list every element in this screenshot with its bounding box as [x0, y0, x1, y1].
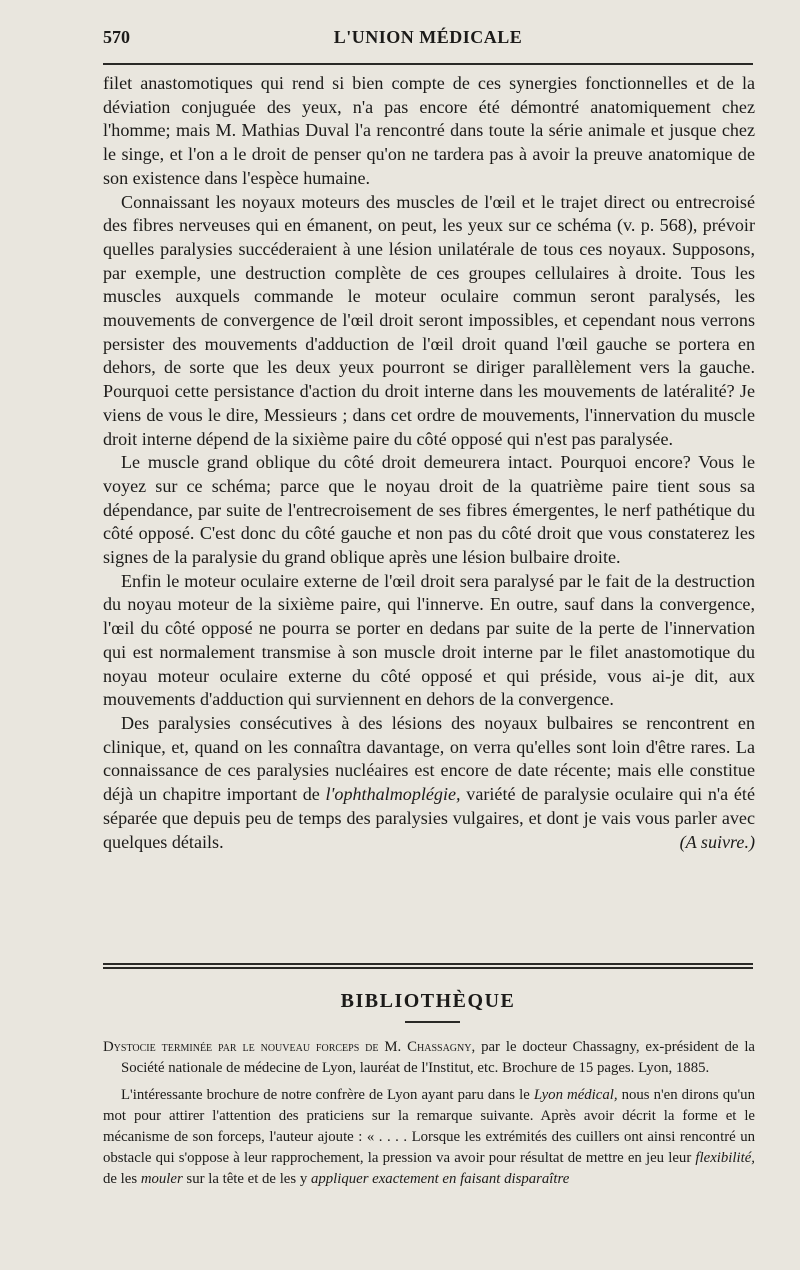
book-details: par le docteur Chassagny, ex-président de la Société nationale de médecine de Lyon, lauréat de l'Institut, etc. Brochure de 15 pages. Lyon, 1885.	[121, 1039, 755, 1076]
heading-short-rule	[405, 1021, 460, 1023]
to-be-continued: (A suivre.)	[679, 831, 755, 852]
review-segment: L'intéressante brochure de notre confrère de Lyon ayant paru dans le	[121, 1087, 534, 1103]
paragraph-5-part-2: variété de paralysie oculaire qui n'a été séparée que depuis peu de temps des paralysies vulgaires, et dont je vais vous parler avec quelques détails.	[103, 784, 755, 852]
review-segment: de les	[103, 1171, 141, 1187]
running-title: L'UNION MÉDICALE	[333, 27, 523, 47]
page-number: 570	[103, 27, 130, 47]
book-entry	[103, 1037, 755, 1079]
review-segment: appliquer exactement en faisant disparaître	[310, 1171, 570, 1187]
bibliotheque-heading: BIBLIOTHÈQUE	[340, 990, 516, 1012]
book-review	[103, 1085, 755, 1190]
paragraph-5-part-1: Des paralysies consécutives à des lésions des noyaux bulbaires se rencontrent en clinique, et, quand on les connaîtra davantage, on verra qu'elles sont loin d'être rares. La connaissance de ces paralysies nucléaires est encore de date récente; mais elle constitue déjà un chapitre important de	[103, 712, 755, 805]
paragraph-5	[103, 712, 755, 854]
ophthalmoplegie-term: l'ophthalmoplégie,	[325, 784, 461, 805]
page-header	[103, 27, 753, 51]
book-title: Dystocie terminée par le nouveau forceps de M. Chassagny,	[103, 1039, 476, 1055]
paragraph-1: filet anastomotiques qui rend si bien compte de ces synergies fonctionnelles et de la déviation conjuguée des yeux, n'a pas encore été démontré anatomiquement chez l'homme; mais M. Mathias Duval l'a rencontré dans toute la série animale et jusque chez le singe, et l'on a le droit de penser qu'on ne tardera pas à avoir la preuve anatomique de son existence dans l'espèce humaine.	[103, 73, 755, 188]
review-segment: mouler	[140, 1171, 183, 1187]
review-segment: flexibilité,	[695, 1150, 755, 1166]
review-segment: nous n'en dirons qu'un mot pour attirer l'attention des praticiens sur la remarque suivante. Après avoir décrit la forme et le mécanisme de son forceps, l'auteur ajoute : « . . . . Lorsque les extrémités des cuillers ont ainsi rencontré un obstacle qui s'oppose à leur rapprochement, la pression va avoir pour résultat de mettre en jeu leur	[103, 1087, 755, 1166]
review-segment: sur la tête et de les y	[182, 1171, 311, 1187]
section-double-rule	[103, 963, 753, 969]
review-segment: Lyon médical,	[533, 1087, 618, 1103]
paragraph-3: Le muscle grand oblique du côté droit demeurera intact. Pourquoi encore? Vous le voyez sur ce schéma; parce que le noyau droit de la quatrième paire tient sous sa dépendance, par suite de l'entrecroisement de ses fibres émergentes, le nerf pathétique du côté opposé. C'est donc du côté gauche et non pas du côté droit que vous constaterez les signes de la paralysie du grand oblique après une lésion bulbaire droite.	[103, 452, 755, 568]
article-body	[103, 72, 755, 854]
header-rule	[103, 63, 753, 65]
bibliotheque-section	[103, 1037, 755, 1190]
paragraph-2: Connaissant les noyaux moteurs des muscles de l'œil et le trajet direct ou entrecroisé des fibres nerveuses qui en émanent, on peut, les yeux sur ce schéma (v. p. 568), prévoir quelles paralysies succéderaient à une lésion unilatérale de tous ces noyaux. Supposons, par exemple, une destruction complète de ces groupes cellulaires à droite. Tous les muscles auxquels commande le moteur oculaire commun seront paralysés, les mouvements de convergence de l'œil droit seront impossibles, et cependant nous verrons persister des mouvements d'adduction de l'œil droit quand l'œil gauche se portera en dehors, de sorte que les deux yeux pourront se diriger parallèlement vers la gauche. Pourquoi cette persistance d'action du droit interne dans les mouvements de latéralité? Je viens de vous le dire, Messieurs ; dans cet ordre de mouvements, l'innervation du muscle droit interne dépend de la sixième paire du côté opposé qui n'est pas paralysée.	[103, 191, 755, 449]
paragraph-4: Enfin le moteur oculaire externe de l'œil droit sera paralysé par le fait de la destruction du noyau moteur de la sixième paire, qui l'innerve. En outre, sauf dans la convergence, l'œil du côté opposé ne pourra se porter en dedans par suite de la perte de l'innervation qui est normalement transmise à son muscle droit interne par le filet anastomotique du noyau moteur oculaire externe du côté opposé et qui préside, vous ai-je dit, aux mouvements d'adduction qui surviennent en dehors de la convergence.	[103, 570, 755, 710]
